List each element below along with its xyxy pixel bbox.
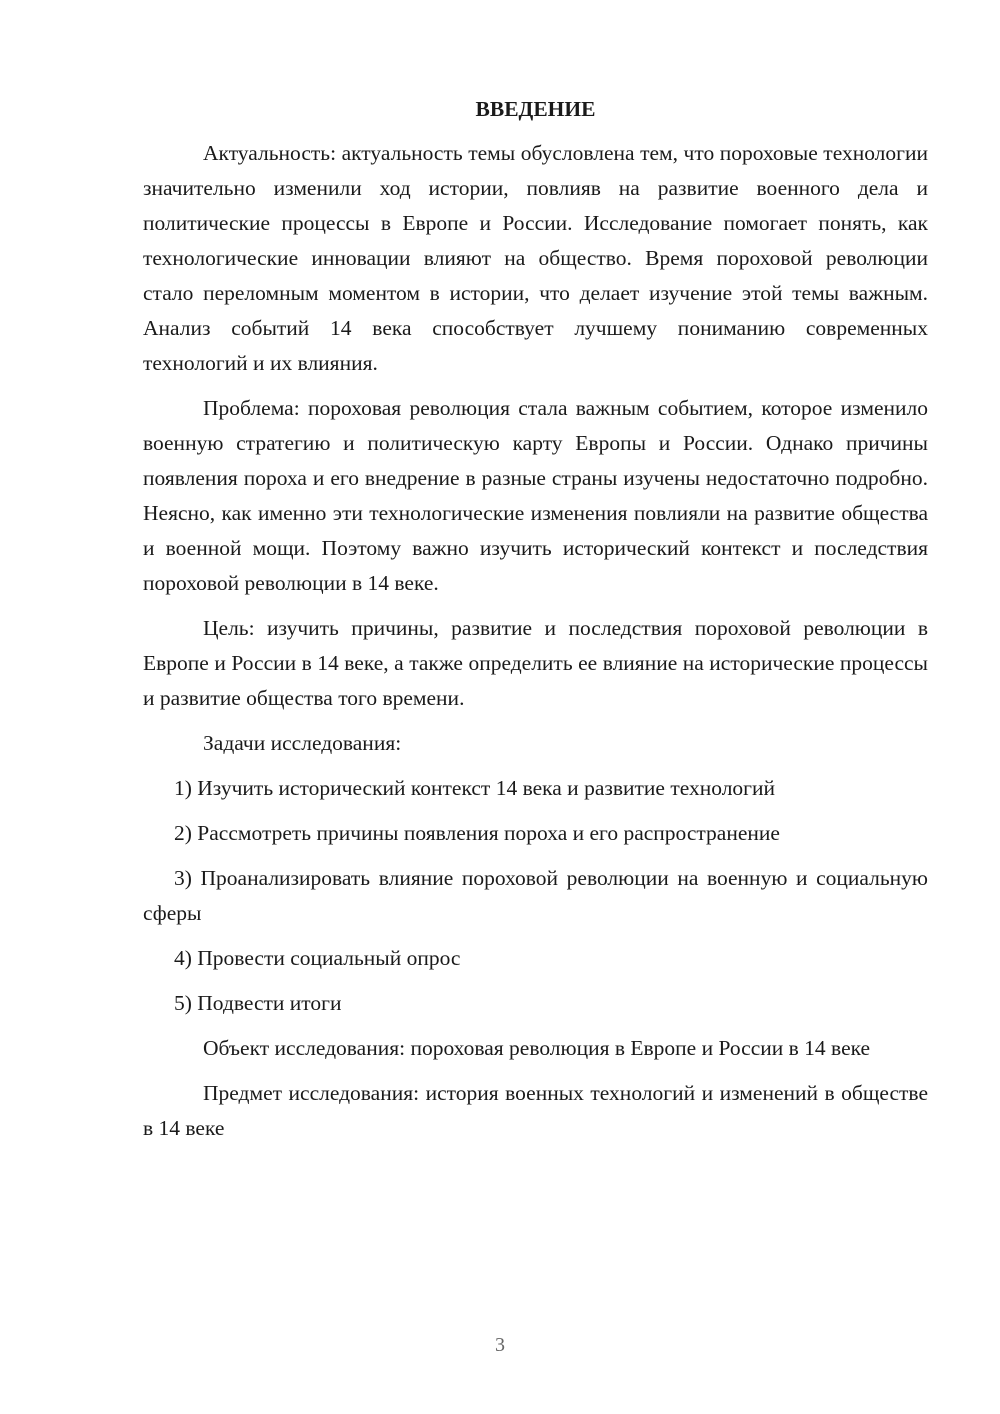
- problem-paragraph: Проблема: пороховая революция стала важным событием, которое изменило военную стратегию и политическую карту Европы и России. Однако причины появления пороха и его внедрение в разные страны изучены недостаточно подробно. Неясно, как именно эти технологические изменения повлияли на развитие общества и военной мощи. Поэтому важно изучить исторический контекст и последствия пороховой революции в 14 веке.: [143, 396, 928, 595]
- goal-paragraph: Цель: изучить причины, развитие и последствия пороховой революции в Европе и России в 14 веке, а также определить ее влияние на исторические процессы и развитие общества того времени.: [143, 616, 928, 710]
- task-item-2: 2) Рассмотреть причины появления пороха и его распространение: [174, 821, 780, 845]
- task-item-3: 3) Проанализировать влияние пороховой революции на военную и социальную сферы: [143, 866, 928, 925]
- tasks-heading: Задачи исследования:: [203, 731, 402, 755]
- relevance-paragraph: Актуальность: актуальность темы обусловлена тем, что пороховые технологии значительно изменили ход истории, повлияв на развитие военного дела и политические процессы в Европе и России. Исследование помогает понять, как технологические инновации влияют на общество. Время пороховой революции стало переломным моментом в истории, что делает изучение этой темы важным. Анализ событий 14 века способствует лучшему пониманию современных технологий и их влияния.: [143, 141, 928, 375]
- task-item-5: 5) Подвести итоги: [174, 991, 342, 1015]
- page-number: 3: [495, 1334, 505, 1356]
- object-paragraph: Объект исследования: пороховая революция в Европе и России в 14 веке: [203, 1036, 871, 1060]
- task-item-4: 4) Провести социальный опрос: [174, 946, 461, 970]
- page-title: ВВЕДЕНИЕ: [475, 97, 596, 121]
- subject-paragraph: Предмет исследования: история военных технологий и изменений в обществе в 14 веке: [143, 1081, 928, 1140]
- task-item-1: 1) Изучить исторический контекст 14 века и развитие технологий: [174, 776, 776, 800]
- document-page: [143, 94, 928, 1156]
